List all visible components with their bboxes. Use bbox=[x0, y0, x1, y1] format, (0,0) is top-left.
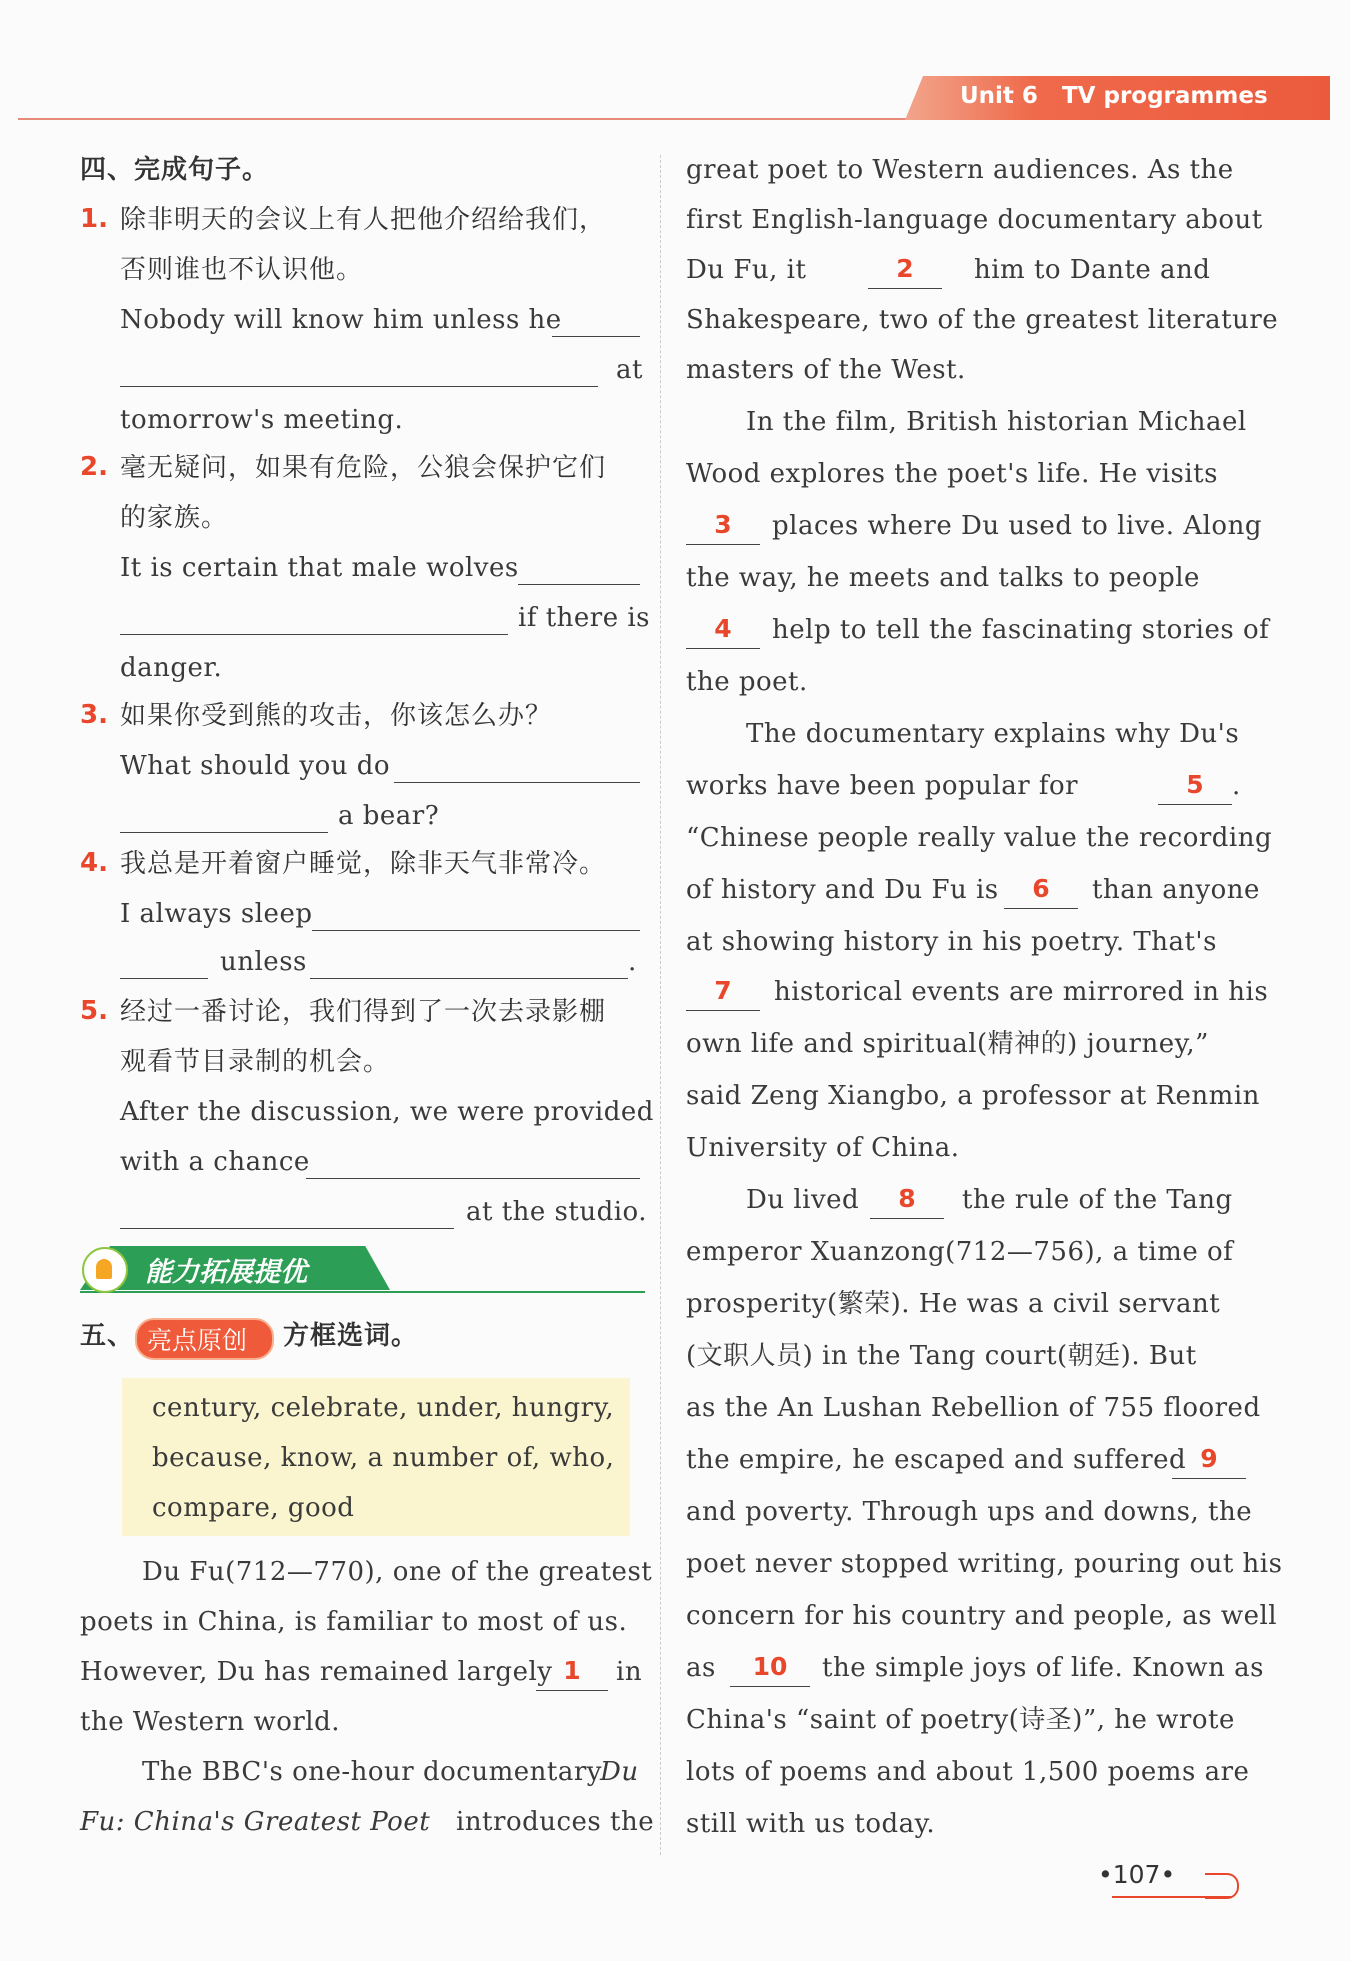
item-1-english-at: at bbox=[616, 355, 643, 385]
passage-line: and poverty. Through ups and downs, the bbox=[686, 1497, 1253, 1527]
passage-line: in bbox=[616, 1657, 643, 1687]
item-4-blank-b[interactable] bbox=[120, 978, 208, 979]
passage-blank-5[interactable] bbox=[1158, 804, 1232, 805]
passage-line: said Zeng Xiangbo, a professor at Renmin bbox=[686, 1081, 1260, 1111]
passage-line: . bbox=[1232, 771, 1241, 801]
page-curl-icon bbox=[1205, 1873, 1239, 1899]
item-4-blank-a[interactable] bbox=[312, 930, 640, 931]
passage-line: historical events are mirrored in his bbox=[774, 977, 1269, 1007]
section-5-prefix: 五、 bbox=[80, 1321, 135, 1351]
item-2-english-line2: if there is bbox=[518, 603, 651, 633]
passage-blank-8[interactable] bbox=[870, 1218, 944, 1219]
passage-line: In the film, British historian Michael bbox=[746, 407, 1247, 437]
passage-line: great poet to Western audiences. As the bbox=[686, 155, 1234, 185]
passage-blank-4[interactable] bbox=[686, 648, 760, 649]
item-5-english-line3: at the studio. bbox=[466, 1197, 648, 1227]
item-2-blank-a[interactable] bbox=[518, 584, 640, 585]
passage-line: Du Fu, it bbox=[686, 255, 807, 285]
passage-line: Wood explores the poet's life. He visits bbox=[686, 459, 1218, 489]
item-number: 2. bbox=[80, 452, 108, 482]
answer-number: 2 bbox=[896, 254, 914, 283]
passage-line: the simple joys of life. Known as bbox=[822, 1653, 1264, 1683]
item-number: 4. bbox=[80, 848, 108, 878]
passage-line: the poet. bbox=[686, 667, 808, 697]
unit-title bbox=[960, 83, 1268, 109]
passage-line: introduces the bbox=[456, 1807, 655, 1837]
passage-blank-7[interactable] bbox=[686, 1010, 760, 1011]
passage-line: Shakespeare, two of the greatest literature bbox=[686, 305, 1279, 335]
passage-line: poets in China, is familiar to most of us. bbox=[80, 1607, 628, 1637]
passage-line: The BBC's one-hour documentary bbox=[142, 1757, 602, 1787]
passage-line: at showing history in his poetry. That's bbox=[686, 927, 1217, 957]
passage-line: the way, he meets and talks to people bbox=[686, 563, 1200, 593]
banner-title: 能力拓展提优 bbox=[145, 1257, 307, 1288]
passage-line: The documentary explains why Du's bbox=[746, 719, 1240, 749]
item-5-english-line1: After the discussion, we were provided bbox=[120, 1097, 654, 1127]
item-1-english-line1: Nobody will know him unless he bbox=[120, 305, 562, 335]
topic-label: TV programmes bbox=[1061, 83, 1268, 109]
passage-blank-3[interactable] bbox=[686, 544, 760, 545]
item-4-blank-c[interactable] bbox=[310, 978, 628, 979]
passage-line: University of China. bbox=[686, 1133, 960, 1163]
section-5-heading: 方框选词。 bbox=[283, 1321, 419, 1351]
section-4-heading: 四、完成句子。 bbox=[80, 155, 270, 185]
item-4-unless: unless bbox=[220, 947, 307, 977]
passage-line: as the An Lushan Rebellion of 755 floored bbox=[686, 1393, 1261, 1423]
passage-line: However, Du has remained largely bbox=[80, 1657, 553, 1687]
documentary-title: Fu: China's Greatest Poet bbox=[80, 1807, 431, 1837]
passage-line: as bbox=[686, 1653, 716, 1683]
answer-number: 9 bbox=[1200, 1444, 1218, 1473]
sprout-icon-core bbox=[96, 1259, 112, 1279]
passage-line: of history and Du Fu is bbox=[686, 875, 999, 905]
item-5-english-line2: with a chance bbox=[120, 1147, 310, 1177]
item-2-english-line1: It is certain that male wolves bbox=[120, 553, 519, 583]
answer-number: 3 bbox=[714, 510, 732, 539]
item-3-english-line2: a bear? bbox=[338, 801, 440, 831]
passage-line: poet never stopped writing, pouring out his bbox=[686, 1549, 1283, 1579]
passage-line: emperor Xuanzong(712—756), a time of bbox=[686, 1237, 1234, 1267]
item-1-chinese-line2: 否则谁也不认识他。 bbox=[120, 255, 364, 285]
item-2-blank-b[interactable] bbox=[120, 634, 508, 635]
passage-line: (文职人员) in the Tang court(朝廷). But bbox=[686, 1341, 1197, 1371]
item-4-period: . bbox=[628, 947, 637, 977]
passage-line: concern for his country and people, as well bbox=[686, 1601, 1278, 1631]
passage-line: help to tell the fascinating stories of bbox=[772, 615, 1270, 645]
answer-number: 8 bbox=[898, 1184, 916, 1213]
item-1-blank-b[interactable] bbox=[120, 386, 598, 387]
page-number: •107• bbox=[1098, 1860, 1176, 1889]
answer-number: 6 bbox=[1032, 874, 1050, 903]
item-2-chinese-line1: 毫无疑问，如果有危险，公狼会保护它们 bbox=[120, 453, 607, 483]
passage-line: him to Dante and bbox=[974, 255, 1211, 285]
passage-blank-6[interactable] bbox=[1004, 908, 1078, 909]
item-5-chinese-line1: 经过一番讨论，我们得到了一次去录影棚 bbox=[120, 997, 607, 1027]
passage-blank-9[interactable] bbox=[1172, 1478, 1246, 1479]
answer-number: 4 bbox=[714, 614, 732, 643]
passage-line: the Western world. bbox=[80, 1707, 341, 1737]
unit-label: Unit 6 bbox=[960, 83, 1038, 109]
passage-line: masters of the West. bbox=[686, 355, 966, 385]
passage-line: lots of poems and about 1,500 poems are bbox=[686, 1757, 1250, 1787]
passage-blank-10[interactable] bbox=[730, 1686, 810, 1687]
item-3-blank-b[interactable] bbox=[120, 832, 328, 833]
passage-blank-1[interactable] bbox=[536, 1690, 608, 1691]
item-4-chinese: 我总是开着窗户睡觉，除非天气非常冷。 bbox=[120, 849, 607, 879]
original-badge-label: 亮点原创 bbox=[147, 1326, 248, 1355]
passage-line: still with us today. bbox=[686, 1809, 936, 1839]
item-1-chinese-line1: 除非明天的会议上有人把他介绍给我们， bbox=[120, 205, 607, 235]
item-3-chinese: 如果你受到熊的攻击，你该怎么办？ bbox=[120, 701, 553, 731]
item-3-blank-a[interactable] bbox=[394, 782, 640, 783]
passage-blank-2[interactable] bbox=[868, 288, 942, 289]
passage-line: Du Fu(712—770), one of the greatest bbox=[142, 1557, 653, 1587]
item-3-english-line1: What should you do bbox=[120, 751, 391, 781]
passage-line: first English-language documentary about bbox=[686, 205, 1263, 235]
passage-line: “Chinese people really value the recording bbox=[686, 823, 1273, 853]
passage-line: own life and spiritual(精神的) journey,” bbox=[686, 1029, 1209, 1059]
item-2-chinese-line2: 的家族。 bbox=[120, 503, 229, 533]
passage-line: the empire, he escaped and suffered bbox=[686, 1445, 1187, 1475]
column-divider bbox=[660, 155, 661, 1855]
item-5-blank-b[interactable] bbox=[120, 1228, 454, 1229]
item-number: 5. bbox=[80, 996, 108, 1026]
passage-line: places where Du used to live. Along bbox=[772, 511, 1262, 541]
word-box-line3: compare, good bbox=[152, 1493, 355, 1523]
item-5-blank-a[interactable] bbox=[306, 1178, 640, 1179]
answer-number: 10 bbox=[752, 1652, 788, 1681]
passage-line: prosperity(繁荣). He was a civil servant bbox=[686, 1289, 1221, 1319]
passage-line: China's “saint of poetry(诗圣)”, he wrote bbox=[686, 1705, 1235, 1735]
item-2-english-line3: danger. bbox=[120, 653, 223, 683]
passage-line: works have been popular for bbox=[686, 771, 1079, 801]
item-number: 1. bbox=[80, 204, 108, 234]
passage-line: than anyone bbox=[1092, 875, 1260, 905]
word-box-line2: because, know, a number of, who, bbox=[152, 1443, 615, 1473]
answer-number: 5 bbox=[1186, 770, 1204, 799]
passage-line: the rule of the Tang bbox=[962, 1185, 1233, 1215]
passage-line: Du bbox=[600, 1757, 639, 1787]
answer-number: 7 bbox=[714, 976, 732, 1005]
answer-number: 1 bbox=[563, 1656, 581, 1685]
item-number: 3. bbox=[80, 700, 108, 730]
banner-rule bbox=[80, 1291, 645, 1293]
item-4-english-line1: I always sleep bbox=[120, 899, 313, 929]
passage-line: Du lived bbox=[746, 1185, 860, 1215]
word-box-line1: century, celebrate, under, hungry, bbox=[152, 1393, 615, 1423]
item-5-chinese-line2: 观看节目录制的机会。 bbox=[120, 1047, 391, 1077]
item-1-english-line3: tomorrow's meeting. bbox=[120, 405, 404, 435]
item-1-blank-a[interactable] bbox=[552, 336, 640, 337]
